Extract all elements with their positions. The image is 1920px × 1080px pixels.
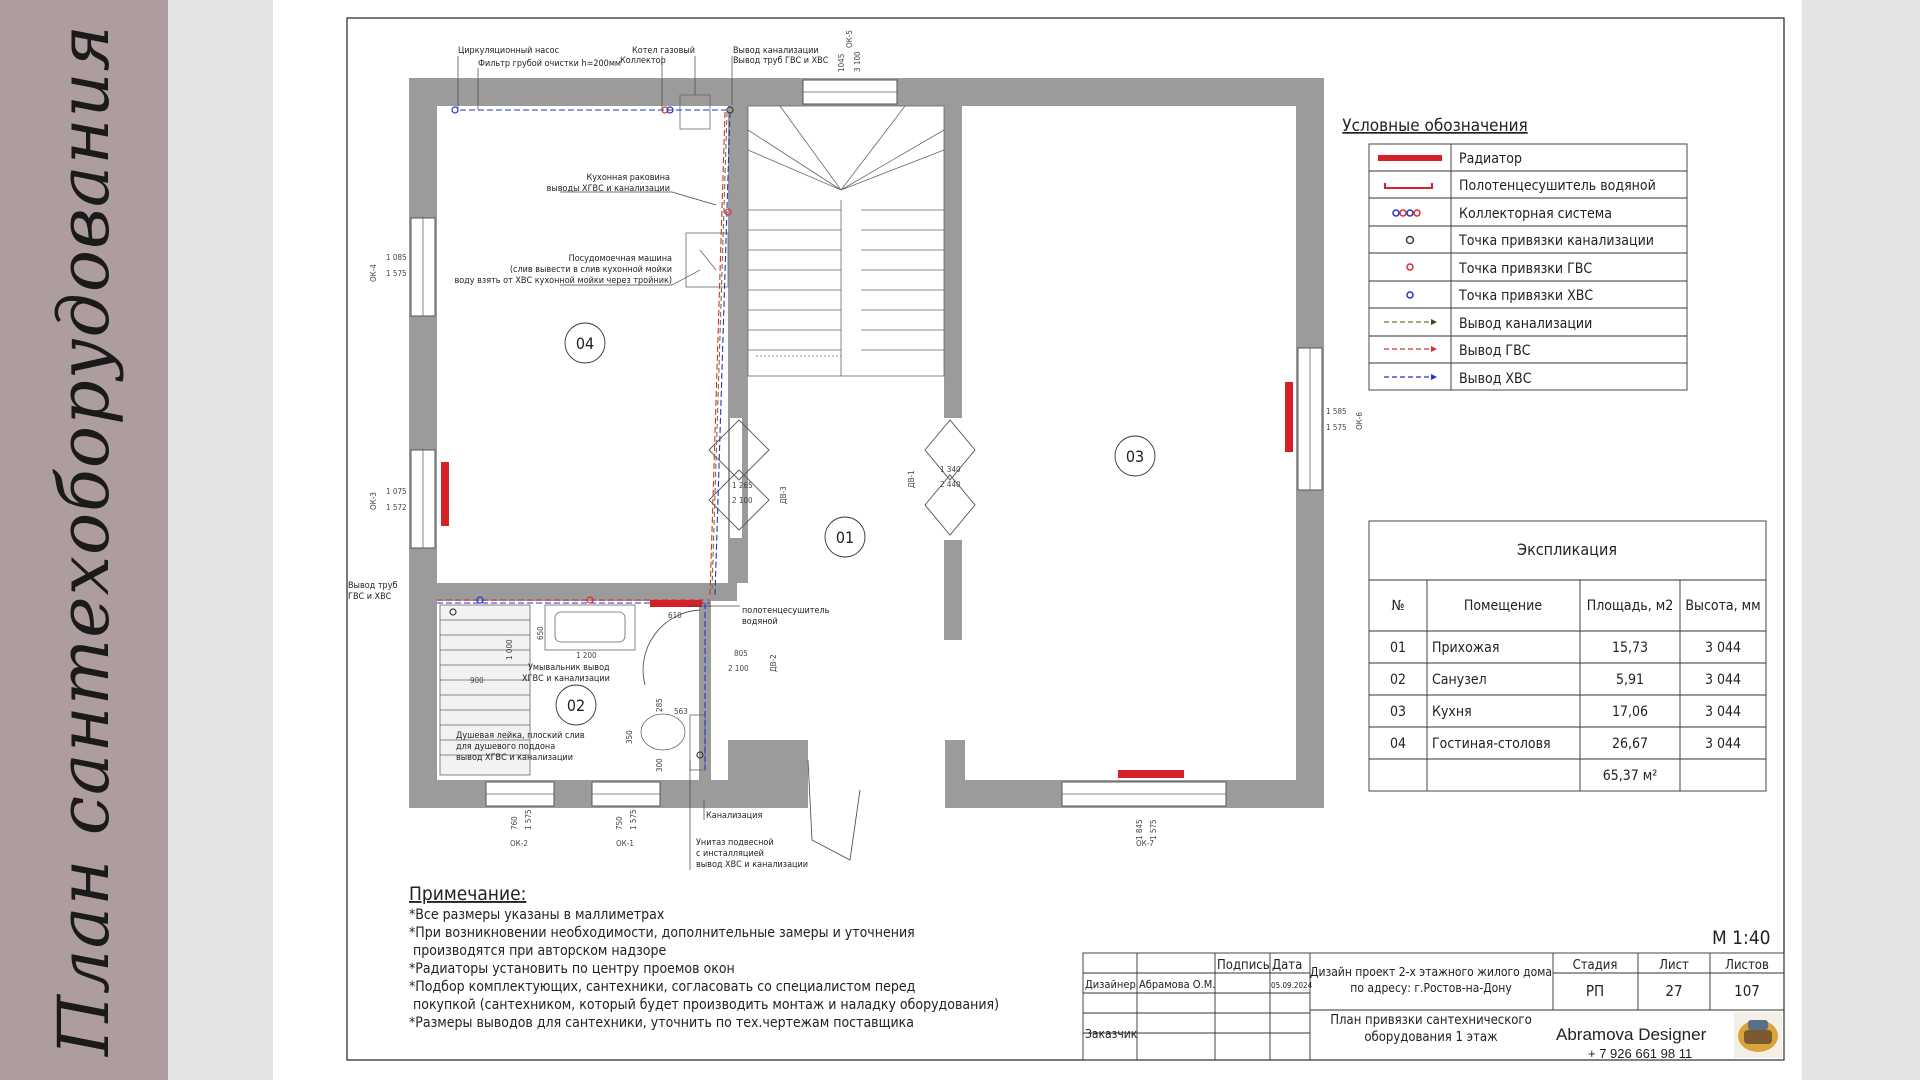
label-collector: Коллектор xyxy=(620,56,666,66)
dim-ok2-a: 760 xyxy=(510,816,519,830)
label-shower-3: вывод ХГВС и канализации xyxy=(456,753,574,763)
dim-ok4: ОК-4 xyxy=(369,264,378,282)
dim-dv2-b: 2 100 xyxy=(728,664,749,673)
designer-role: Дизайнер xyxy=(1085,978,1136,991)
note-line: *Размеры выводов для сантехники, уточнить по тех.чертежам поставщика xyxy=(409,1015,914,1031)
legend-title: Условные обозначения xyxy=(1342,116,1528,136)
dim-ok1-b: 1 575 xyxy=(629,809,638,830)
note-line: *Все размеры указаны в маллиметрах xyxy=(409,907,665,923)
dim-563: 563 xyxy=(674,707,688,716)
row-height: 3 044 xyxy=(1704,672,1742,688)
sewer-line-symbol xyxy=(1384,319,1437,325)
company-phone: + 7 926 661 98 11 xyxy=(1588,1046,1693,1061)
room-number-01: 01 xyxy=(835,528,855,547)
company-name: Abramova Designer xyxy=(1556,1025,1707,1044)
notes-title: Примечание: xyxy=(409,883,527,905)
drawing-frame xyxy=(347,18,1784,1060)
cold-water-line-symbol xyxy=(1384,374,1437,380)
explication-rows xyxy=(1390,640,1741,784)
stage-header: Стадия xyxy=(1572,958,1618,973)
date-header: Дата xyxy=(1272,958,1303,973)
room-number-04: 03 xyxy=(1125,447,1145,466)
kitchen-labels xyxy=(454,173,672,286)
label-boiler: Котел газовый xyxy=(632,46,696,56)
dim-ok6: ОК-6 xyxy=(1355,412,1364,430)
sheets-value: 107 xyxy=(1734,982,1760,1000)
dim-dv3-a: 1 265 xyxy=(732,481,753,490)
staircase xyxy=(748,106,944,376)
top-labels xyxy=(458,46,829,69)
dim-ok7-b: 1 575 xyxy=(1149,819,1158,840)
dim-ok1-a: 750 xyxy=(615,816,624,830)
side-panel xyxy=(0,0,168,1080)
project-line-2: по адресу: г.Ростов-на-Дону xyxy=(1350,981,1512,995)
dim-900: 900 xyxy=(470,676,484,685)
dim-dv3: ДВ-3 xyxy=(779,486,788,504)
label-shower-2: для душевого поддона xyxy=(456,742,556,752)
legend-label-sewer-point: Точка привязки канализации xyxy=(1459,233,1654,249)
row-area: 15,73 xyxy=(1611,640,1649,656)
dim-ok4-a: 1 085 xyxy=(386,253,407,262)
dim-ok6-b: 1 575 xyxy=(1326,423,1347,432)
label-pipes-2: ГВС и ХВС xyxy=(348,592,392,602)
row-height: 3 044 xyxy=(1704,640,1742,656)
label-dw-3: воду взять от ХВС кухонной мойки через тройник) xyxy=(454,276,672,286)
row-no: 04 xyxy=(1389,736,1407,752)
dim-dv3-b: 2 100 xyxy=(732,496,753,505)
dim-ok2-b: 1 575 xyxy=(524,809,533,830)
label-pipes-1: Вывод труб xyxy=(348,581,398,591)
row-room: Гостиная-столовя xyxy=(1432,736,1551,752)
row-no: 03 xyxy=(1389,704,1407,720)
legend-labels xyxy=(1458,151,1656,387)
label-sink-2: выводы ХГВС и канализации xyxy=(546,184,670,194)
dim-dv2: ДВ-2 xyxy=(769,654,778,672)
table-row xyxy=(1390,736,1741,752)
dim-dv1-a: 1 340 xyxy=(940,465,961,474)
right-margin xyxy=(1802,0,1920,1080)
row-area: 26,67 xyxy=(1611,736,1649,752)
row-height: 3 044 xyxy=(1704,736,1742,752)
dim-ok3-a: 1 075 xyxy=(386,487,407,496)
label-filter: Фильтр грубой очистки h=200мм xyxy=(478,59,622,69)
legend-label-towel-dryer: Полотенцесушитель водяной xyxy=(1459,178,1656,194)
sheet-header: Лист xyxy=(1659,958,1689,973)
row-height: 3 044 xyxy=(1704,704,1742,720)
row-no: 02 xyxy=(1389,672,1407,688)
scale-label: М 1:40 xyxy=(1712,927,1771,949)
radiators xyxy=(441,382,1293,778)
room-number-03: 04 xyxy=(575,334,595,353)
legend-label-hot-line: Вывод ГВС xyxy=(1459,343,1531,359)
label-dw-2: (слив вывести в слив кухонной мойки xyxy=(509,265,672,275)
notes-lines xyxy=(409,907,999,1031)
dim-1200: 1 200 xyxy=(576,651,597,660)
explication-total: 65,37 м² xyxy=(1602,768,1658,784)
label-sewer-out: Вывод канализации xyxy=(733,46,819,56)
dim-dv1: ДВ-1 xyxy=(907,470,916,488)
note-line: *Радиаторы установить по центру проемов окон xyxy=(409,961,735,977)
floor-plan-drawing xyxy=(273,0,1802,1080)
label-wc-3: вывод ХВС и канализации xyxy=(696,860,809,870)
dim-dv1-b: 2 440 xyxy=(940,480,961,489)
sheet-value: 27 xyxy=(1665,982,1683,1000)
label-basin-2: ХГВС и канализации xyxy=(522,674,610,684)
label-pump: Циркуляционный насос xyxy=(458,46,560,56)
dim-ok7: ОК-7 xyxy=(1136,839,1154,848)
label-towel-1: полотенцесушитель xyxy=(742,606,830,616)
row-room: Кухня xyxy=(1432,704,1472,720)
dim-ok3: ОК-3 xyxy=(369,492,378,510)
explication-title: Экспликация xyxy=(1517,540,1617,559)
table-row xyxy=(1390,704,1741,720)
label-towel-2: водяной xyxy=(742,617,778,627)
row-room: Прихожая xyxy=(1432,640,1500,656)
collector-symbol xyxy=(1393,210,1420,216)
stage-value: РП xyxy=(1585,982,1605,1000)
label-dw-1: Посудомоечная машина xyxy=(568,254,672,264)
hot-water-line-symbol xyxy=(1384,346,1437,352)
label-pipes-out: Вывод труб ГВС и ХВС xyxy=(733,56,829,66)
note-line: покупкой (сантехником, который будет производить монтаж и наладку оборудования) xyxy=(409,997,999,1013)
row-no: 01 xyxy=(1389,640,1407,656)
note-line: *При возникновении необходимости, дополнительные замеры и уточнения xyxy=(409,925,915,941)
sheets-header: Листов xyxy=(1725,958,1769,973)
label-wc-2: с инсталляцией xyxy=(696,849,764,859)
cold-water-point-symbol xyxy=(1407,292,1413,298)
label-sewer: Канализация xyxy=(706,811,763,821)
dim-610: 610 xyxy=(668,611,682,620)
room-markers xyxy=(556,323,1155,725)
explication-headers xyxy=(1391,598,1760,614)
radiator-symbol xyxy=(1378,155,1442,161)
sheet-title-1: План привязки сантехнического xyxy=(1330,1013,1532,1028)
company-logo-icon xyxy=(1734,1012,1782,1058)
table-row xyxy=(1390,640,1741,656)
dim-ok2: ОК-2 xyxy=(510,839,528,848)
dim-ok5-b: 3 100 xyxy=(853,51,862,72)
dim-300: 300 xyxy=(655,758,664,772)
towel-dryer-symbol xyxy=(1385,183,1432,188)
side-title: План сантехоборудования xyxy=(43,24,125,1056)
label-wc-1: Унитаз подвесной xyxy=(696,838,774,848)
dim-350: 350 xyxy=(625,730,634,744)
dim-dv2-a: 805 xyxy=(734,649,748,658)
dim-ok7-a: 1 845 xyxy=(1135,819,1144,840)
row-area: 17,06 xyxy=(1611,704,1649,720)
window-glazing xyxy=(423,92,1310,794)
sheet-title-2: оборудования 1 этаж xyxy=(1364,1030,1498,1045)
client-role: Заказчик xyxy=(1085,1027,1138,1041)
dim-1000: 1 000 xyxy=(505,639,514,660)
row-area: 5,91 xyxy=(1615,672,1645,688)
legend-label-sewer-line: Вывод канализации xyxy=(1459,316,1593,332)
note-line: производятся при авторском надзоре xyxy=(409,943,667,959)
dim-ok6-a: 1 585 xyxy=(1326,407,1347,416)
legend-label-hot-point: Точка привязки ГВС xyxy=(1459,261,1593,277)
explication-header-height: Высота, мм xyxy=(1685,598,1761,614)
designer-name: Абрамова О.М. xyxy=(1139,978,1216,991)
project-line-1: Дизайн проект 2-х этажного жилого дома xyxy=(1310,965,1552,979)
sign-header: Подпись xyxy=(1217,958,1270,973)
label-sink-1: Кухонная раковина xyxy=(586,173,670,183)
explication-header-no: № xyxy=(1391,598,1405,614)
label-basin-1: Умывальник вывод xyxy=(528,663,610,673)
sewer-point-symbol xyxy=(1407,237,1414,244)
left-margin xyxy=(168,0,273,1080)
dim-ok5-a: 1045 xyxy=(837,53,846,72)
date-value: 05.09.2024 xyxy=(1271,981,1313,990)
dim-ok5: ОК-5 xyxy=(845,30,854,48)
room-number-02: 02 xyxy=(566,696,586,715)
legend-label-radiator: Радиатор xyxy=(1459,151,1522,167)
legend-symbols xyxy=(1378,155,1442,380)
table-row xyxy=(1390,672,1741,688)
legend-label-collector: Коллекторная система xyxy=(1459,206,1613,222)
legend-label-cold-line: Вывод ХВС xyxy=(1459,371,1532,387)
dim-ok3-b: 1 572 xyxy=(386,503,407,512)
explication-header-area: Площадь, м2 xyxy=(1586,598,1674,614)
label-shower-1: Душевая лейка, плоский слив xyxy=(456,731,585,741)
dim-285: 285 xyxy=(655,698,664,712)
drawing-sheet xyxy=(273,0,1802,1080)
hot-water-point-symbol xyxy=(1407,264,1413,270)
dim-ok1: ОК-1 xyxy=(616,839,634,848)
fixtures xyxy=(440,95,728,775)
explication-header-room: Помещение xyxy=(1463,598,1543,614)
note-line: *Подбор комплектующих, сантехники, согласовать со специалистом перед xyxy=(409,979,916,995)
dim-650: 650 xyxy=(536,626,545,640)
row-room: Санузел xyxy=(1432,672,1487,688)
dim-ok4-b: 1 575 xyxy=(386,269,407,278)
legend-label-cold-point: Точка привязки ХВС xyxy=(1459,288,1594,304)
